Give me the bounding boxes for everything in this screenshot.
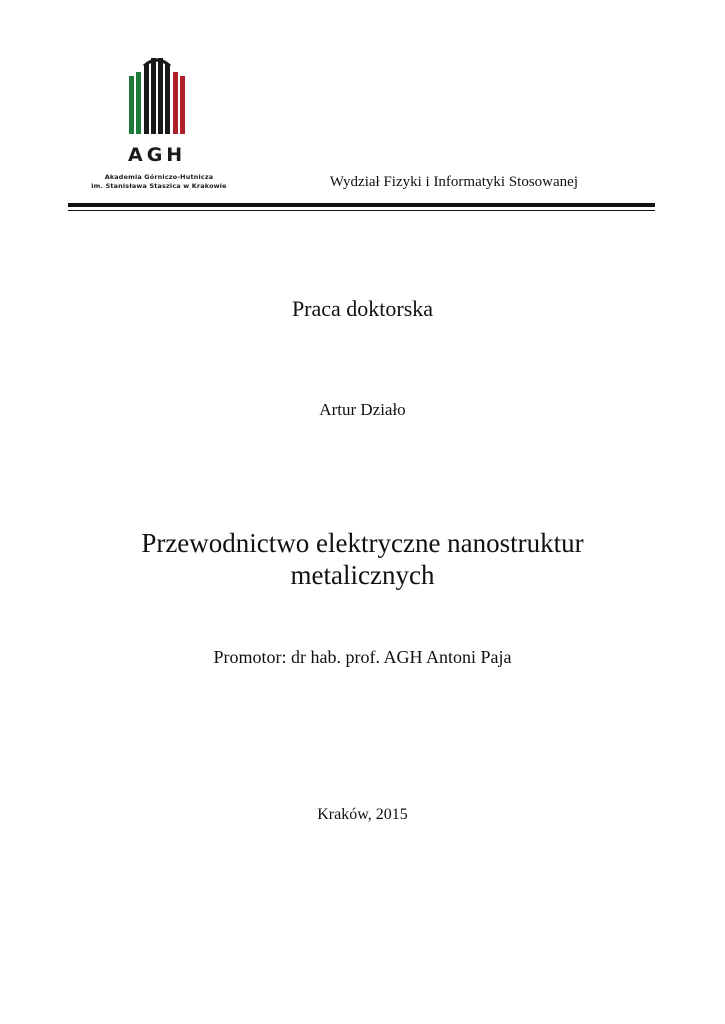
agh-emblem-icon <box>84 56 234 146</box>
thesis-title <box>0 527 725 591</box>
agh-logo <box>84 56 234 196</box>
header-rule-thick <box>68 203 655 207</box>
place-date: Kraków, 2015 <box>317 806 408 823</box>
logo-line-2: im. Stanisława Staszica w Krakowie <box>91 182 227 190</box>
promotor: Promotor: dr hab. prof. AGH Antoni Paja <box>213 647 512 667</box>
thesis-type: Praca doktorska <box>291 296 434 321</box>
logo-wordmark: AGH <box>128 144 187 166</box>
logo-line-1: Akademia Górniczo-Hutnicza <box>104 173 214 181</box>
thesis-title-line-1: Przewodnictwo elektryczne nanostruktur <box>141 528 584 558</box>
thesis-title-line-2: metalicznych <box>290 560 435 590</box>
author-name: Artur Działo <box>319 400 406 419</box>
faculty-name: Wydział Fizyki i Informatyki Stosowanej <box>329 174 578 190</box>
header-rule-thin <box>68 210 655 211</box>
